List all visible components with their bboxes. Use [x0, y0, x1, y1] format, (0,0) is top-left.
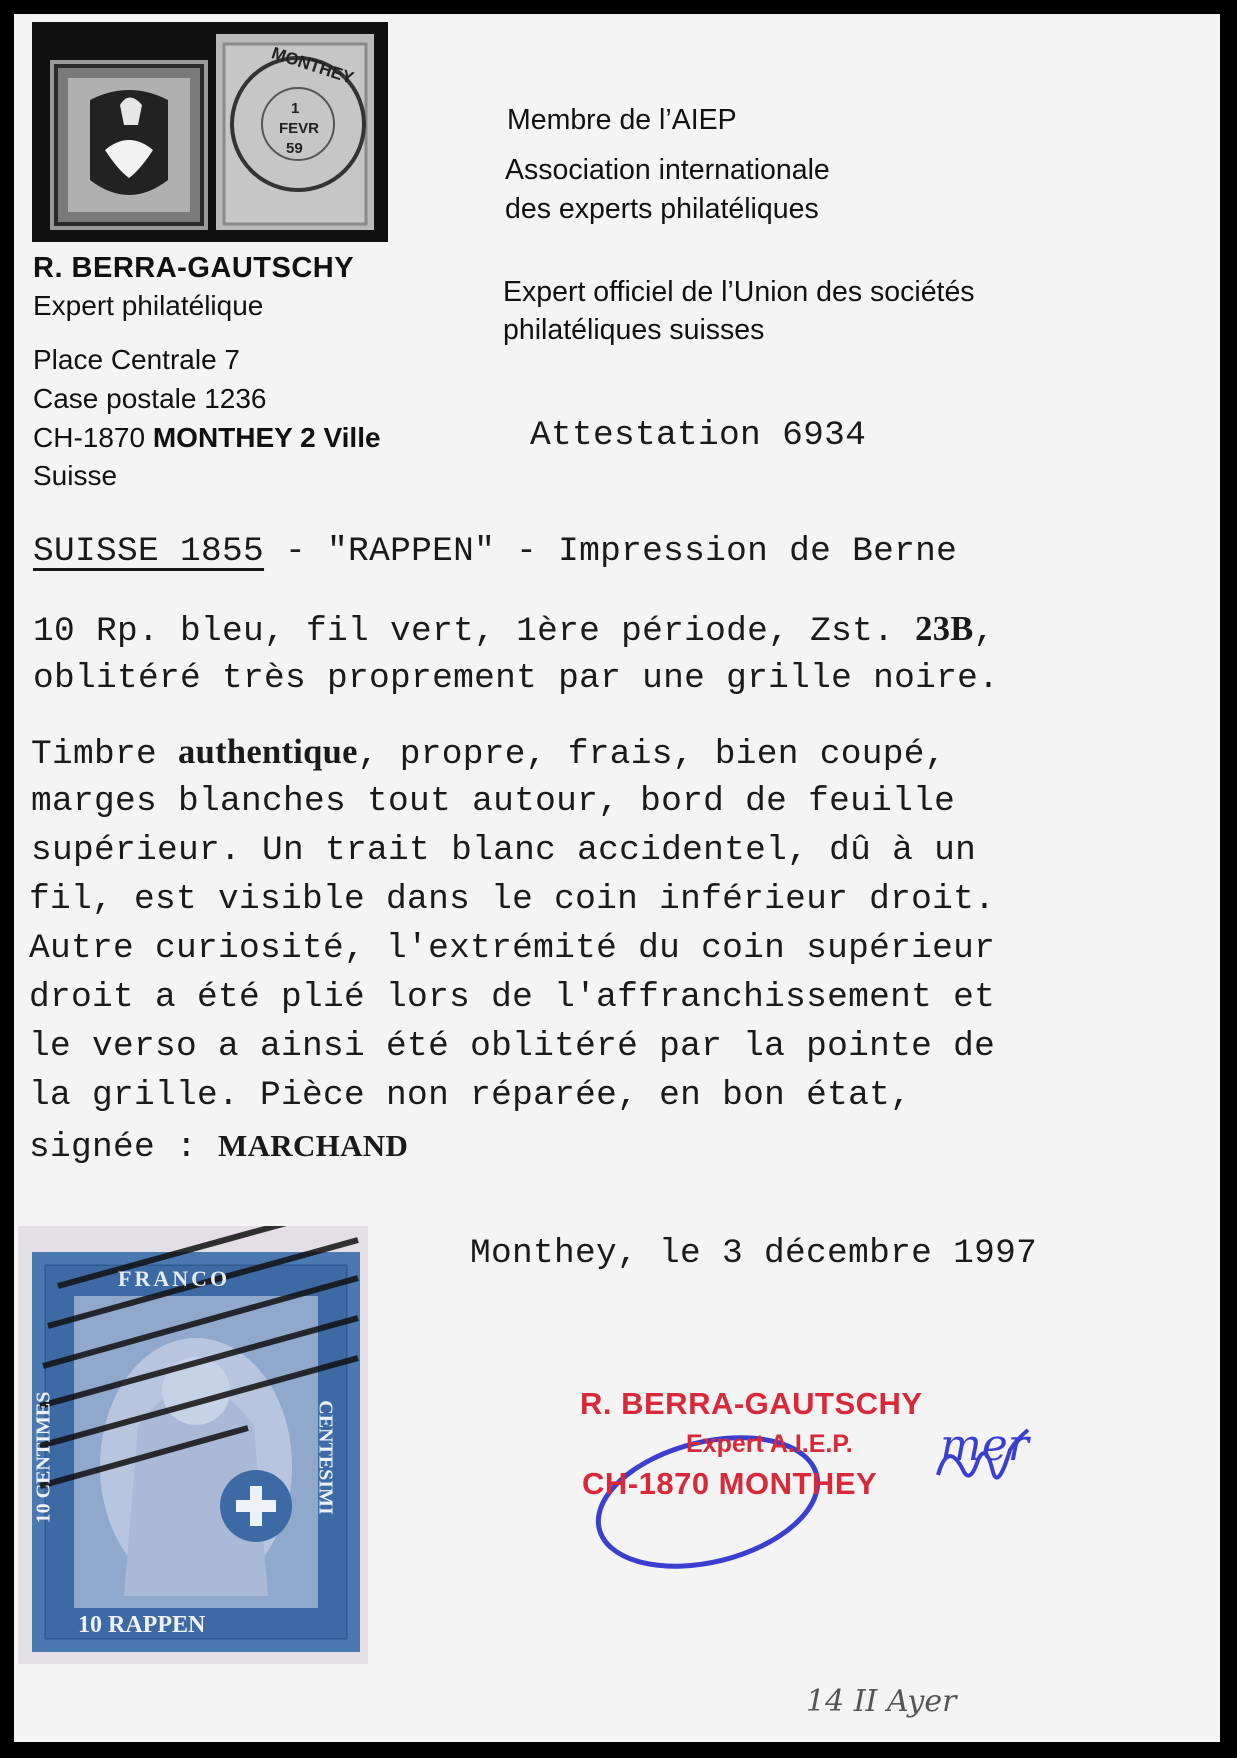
attestation-number: [530, 416, 866, 455]
official-expert-line2: philatéliques suisses: [503, 314, 765, 346]
address-city: MONTHEY 2 Ville: [152, 422, 381, 453]
signed-label: signée :: [29, 1128, 219, 1167]
postmark-town: MONTHEY: [269, 43, 357, 88]
expertise-line8: la grille. Pièce non réparée, en bon état,: [29, 1076, 912, 1115]
attestation-label: Attestation: [530, 416, 762, 455]
address-line2: Case postale 1236: [33, 383, 267, 414]
expertise-line9: [29, 1128, 408, 1167]
stamp-bottom-text: 10 RAPPEN: [78, 1612, 206, 1638]
postmark-year: 59: [286, 140, 303, 157]
description-line2: oblitéré très proprement par une grille noire.: [33, 659, 1000, 698]
expertise-line7: le verso a ainsi été oblitéré par la pointe de: [29, 1027, 996, 1066]
expert-cachet: [568, 1380, 1038, 1600]
stamp-left-text: 10 CENTIMES: [32, 1391, 55, 1524]
aiep-assoc-line2: des experts philatéliques: [505, 193, 819, 225]
expertise-line2: marges blanches tout autour, bord de feuille: [31, 782, 956, 821]
attestation-id: 6934: [782, 416, 867, 455]
cachet-name: R. BERRA-GAUTSCHY: [580, 1386, 923, 1421]
aiep-assoc-line1: Association internationale: [505, 154, 830, 186]
signer-name: MARCHAND: [218, 1128, 409, 1163]
expertise-line3: supérieur. Un trait blanc accidentel, dû à un: [31, 831, 977, 870]
subject-country-year: SUISSE 1855: [33, 532, 265, 571]
zumstein-number: 23B: [915, 610, 974, 648]
handwritten-signature: mer: [940, 1420, 1029, 1471]
address-line3: [33, 422, 381, 454]
expertise-line5: Autre curiosité, l'extrémité du coin supérieur: [29, 929, 996, 968]
scan-border-left: [0, 0, 14, 1758]
expertise-line6: droit a été plié lors de l'affranchissement et: [29, 978, 996, 1017]
scan-border-right: [1220, 0, 1237, 1758]
subject-rest: - "RAPPEN" - Impression de Berne: [264, 532, 958, 571]
postmark-day: 1: [291, 100, 300, 117]
stamp-top-text: FRANCO: [118, 1266, 231, 1291]
basel-dove-icon: [50, 60, 208, 230]
stamp-right-text: CENTESIMI: [314, 1400, 337, 1515]
description-text: 10 Rp. bleu, fil vert, 1ère période, Zst.: [33, 612, 916, 651]
address-country: Suisse: [33, 460, 118, 491]
cachet-title: Expert A.I.E.P.: [686, 1430, 853, 1458]
expertise-line4: fil, est visible dans le coin inférieur droit.: [29, 880, 996, 919]
aiep-member: Membre de l’AIEP: [507, 104, 737, 136]
scan-border-bottom: [0, 1742, 1237, 1758]
stamp-photo: [18, 1226, 368, 1664]
expert-name: R. BERRA-GAUTSCHY: [33, 252, 355, 284]
scan-border-top: [0, 0, 1237, 14]
cachet-city: CH-1870 MONTHEY: [582, 1466, 878, 1501]
address-line1: Place Centrale 7: [33, 344, 241, 375]
postmark-month: FEVR: [279, 120, 320, 137]
description-comma: ,: [973, 612, 995, 651]
expertise-text: Timbre: [31, 735, 179, 774]
expertise-line1: [31, 733, 946, 774]
expert-title: Expert philatélique: [33, 290, 264, 321]
subject-line: [33, 532, 957, 571]
authentic-verdict: authentique: [178, 733, 358, 771]
official-expert-line1: Expert officiel de l’Union des sociétés: [503, 276, 975, 308]
dateline: Monthey, le 3 décembre 1997: [470, 1234, 1038, 1273]
pencil-note: 14 II Ayer: [806, 1684, 957, 1719]
address-postcode: CH-1870: [33, 422, 146, 453]
letterhead-logo: [32, 22, 388, 242]
description-line1: [33, 610, 995, 651]
basel-dove-stamp-image: [50, 60, 208, 230]
postmarked-stamp-image: [216, 34, 374, 230]
expertise-text-post: , propre, frais, bien coupé,: [357, 735, 946, 774]
